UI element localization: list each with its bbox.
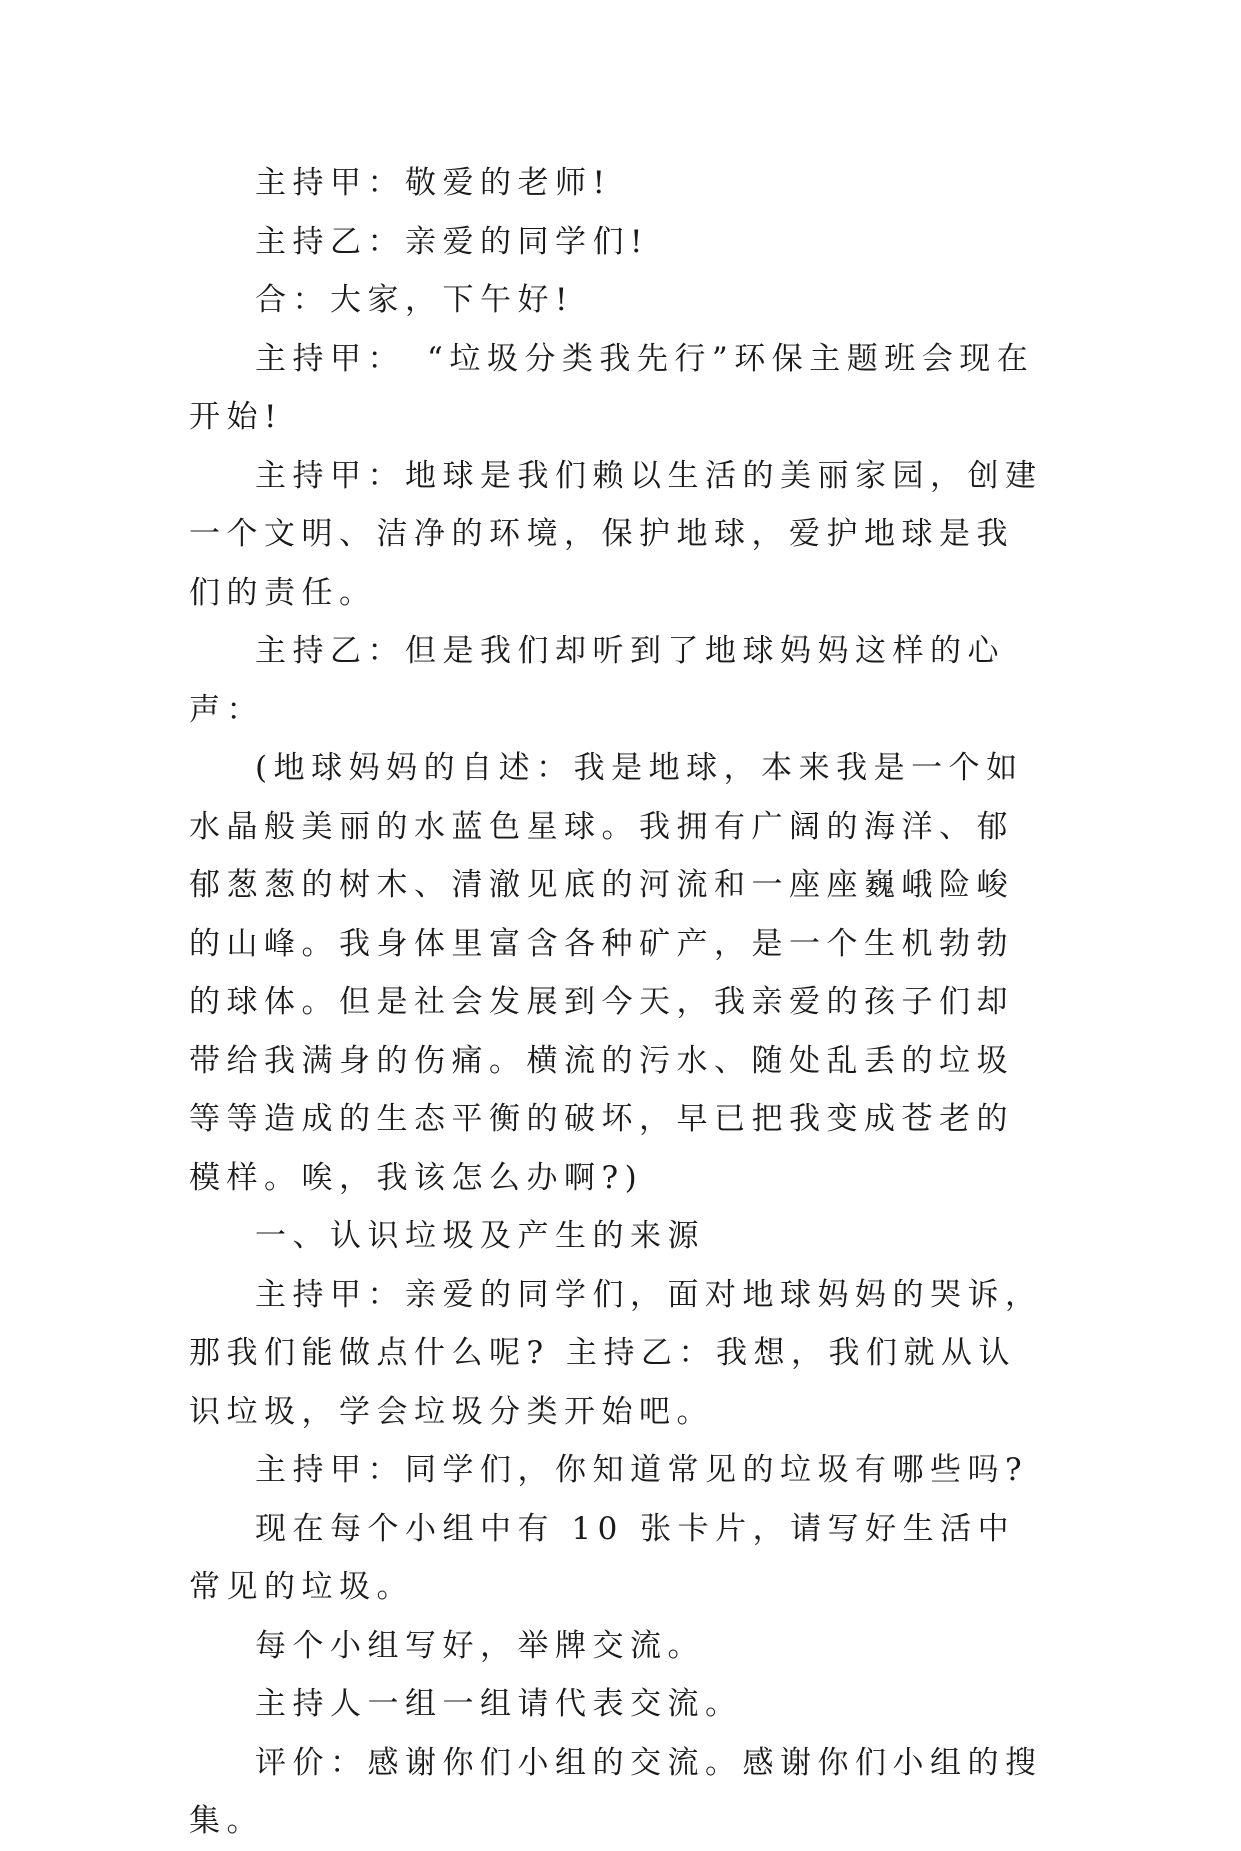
paragraph-host-a-greeting: 主持甲：敬爱的老师!	[255, 165, 612, 201]
paragraph-representative-share: 主持人一组一组请代表交流。	[255, 1686, 743, 1722]
section-heading-garbage-sources: 一、认识垃圾及产生的来源	[255, 1218, 705, 1254]
paragraph-meeting-opening: 主持甲： “垃圾分类我先行”环保主题班会现在开始!	[189, 340, 1035, 435]
paragraph-earth-voice-intro: 主持乙：但是我们却听到了地球妈妈这样的心声：	[189, 633, 1005, 728]
paragraph-evaluation: 评价：感谢你们小组的交流。感谢你们小组的搜集。	[189, 1744, 1043, 1839]
paragraph-host-b-greeting: 主持乙：亲爱的同学们!	[255, 223, 649, 260]
paragraph-earth-home: 主持甲：地球是我们赖以生活的美丽家园，创建一个文明、洁净的环境，保护地球，爱护地球是我们的责任。	[189, 457, 1043, 611]
paragraph-earth-monologue: (地球妈妈的自述：我是地球，本来我是一个如水晶般美丽的水蓝色星球。我拥有广阔的海洋、郁郁葱葱的树木、清澈见底的河流和一座座巍峨险峻的山峰。我身体里富含各种矿产，是一个生机勃勃的球体。但是社会发展到今天，我亲爱的孩子们却带给我满身的伤痛。横流的污水、随处乱丢的垃圾等等造成的生态平衡的破坏，早已把我变成苍老的模样。唉，我该怎么办啊?)	[189, 750, 1024, 1196]
paragraph-card-task: 现在每个小组中有 10 张卡片，请写好生活中常见的垃圾。	[189, 1510, 1016, 1605]
paragraph-group-share: 每个小组写好，举牌交流。	[255, 1627, 705, 1664]
paragraph-what-can-we-do: 主持甲：亲爱的同学们，面对地球妈妈的哭诉，那我们能做点什么呢? 主持乙：我想，我们就从认识垃圾，学会垃圾分类开始吧。	[189, 1276, 1043, 1430]
paragraph-common-garbage-question: 主持甲：同学们，你知道常见的垃圾有哪些吗?	[255, 1452, 1029, 1488]
paragraph-together-greeting: 合：大家，下午好!	[255, 282, 574, 318]
document-body	[189, 154, 1051, 1851]
